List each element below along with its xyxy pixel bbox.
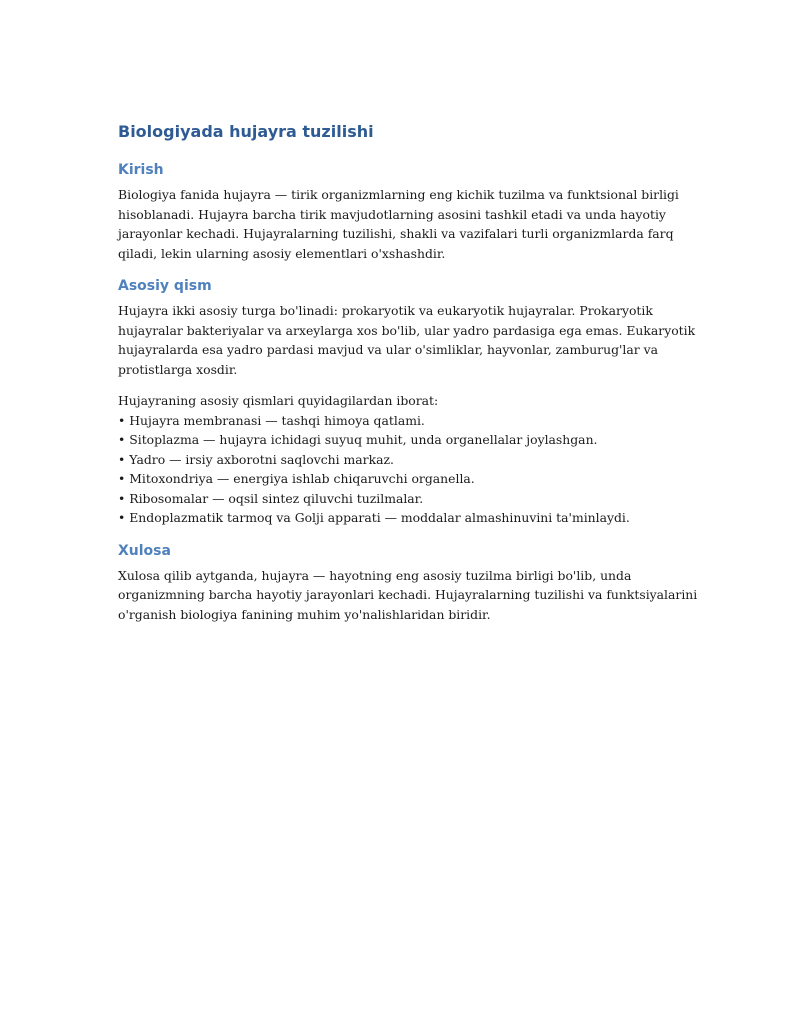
paragraph-kirish: [118, 185, 692, 263]
paragraph-line: protistlarga xosdir.: [118, 361, 238, 377]
list-item: • Hujayra membranasi — tashqi himoya qatlami.: [118, 411, 692, 431]
paragraph-line: Hujayra ikki asosiy turga bo'linadi: prokaryotik va eukaryotik hujayralar. Prokaryotik: [118, 303, 653, 318]
document-content: [118, 120, 698, 636]
paragraph-line: organizmning barcha hayotiy jarayonlari kechadi. Hujayralarning tuzilishi va funktsiyalarini: [118, 587, 698, 602]
paragraph-line: jarayonlar kechadi. Hujayralarning tuzilishi, shakli va vazifalari turli organizmlarda farq: [118, 226, 674, 241]
section-heading-xulosa: Xulosa: [118, 542, 171, 559]
list-item: • Yadro — irsiy axborotni saqlovchi markaz.: [118, 450, 692, 470]
paragraph-line: hujayralar bakteriyalar va arxeylarga xos bo'lib, ular yadro pardasiga ega emas. Eukaryotik: [118, 322, 696, 338]
list-item: • Mitoxondriya — energiya ishlab chiqaruvchi organella.: [118, 469, 692, 489]
paragraph-line: Biologiya fanida hujayra — tirik organizmlarning eng kichik tuzilma va funktsional birligi: [118, 187, 679, 202]
list-item: • Endoplazmatik tarmoq va Golji apparati — moddalar almashinuvini ta'minlaydi.: [118, 508, 692, 528]
paragraph-line: hujayralarda esa yadro pardasi mavjud va ular o'simliklar, hayvonlar, zamburug'lar va: [118, 342, 659, 357]
paragraph-line: qiladi, lekin ularning asosiy elementlari o'xshashdir.: [118, 245, 446, 261]
list-item: • Ribosomalar — oqsil sintez qiluvchi tuzilmalar.: [118, 489, 692, 509]
paragraph-line: hisoblanadi. Hujayra barcha tirik mavjudotlarning asosini tashkil etadi va unda hayotiy: [118, 206, 666, 222]
cell-parts-block: [118, 391, 692, 528]
section-heading-kirish: Kirish: [118, 162, 164, 178]
section-heading-asosiy-qism: Asosiy qism: [118, 278, 212, 294]
list-item: • Sitoplazma — hujayra ichidagi suyuq muhit, unda organellalar joylashgan.: [118, 430, 692, 450]
paragraph-asosiy-qism: [118, 301, 696, 379]
cell-parts-list: [118, 411, 692, 528]
list-intro: Hujayraning asosiy qismlari quyidagilardan iborat:: [118, 393, 439, 408]
paragraph-line: Xulosa qilib aytganda, hujayra — hayotning eng asosiy tuzilma birligi bo'lib, unda: [118, 567, 632, 583]
paragraph-xulosa: [118, 566, 698, 625]
paragraph-line: o'rganish biologiya fanining muhim yo'nalishlaridan biridir.: [118, 606, 491, 622]
document-title: Biologiyada hujayra tuzilishi: [118, 122, 374, 141]
